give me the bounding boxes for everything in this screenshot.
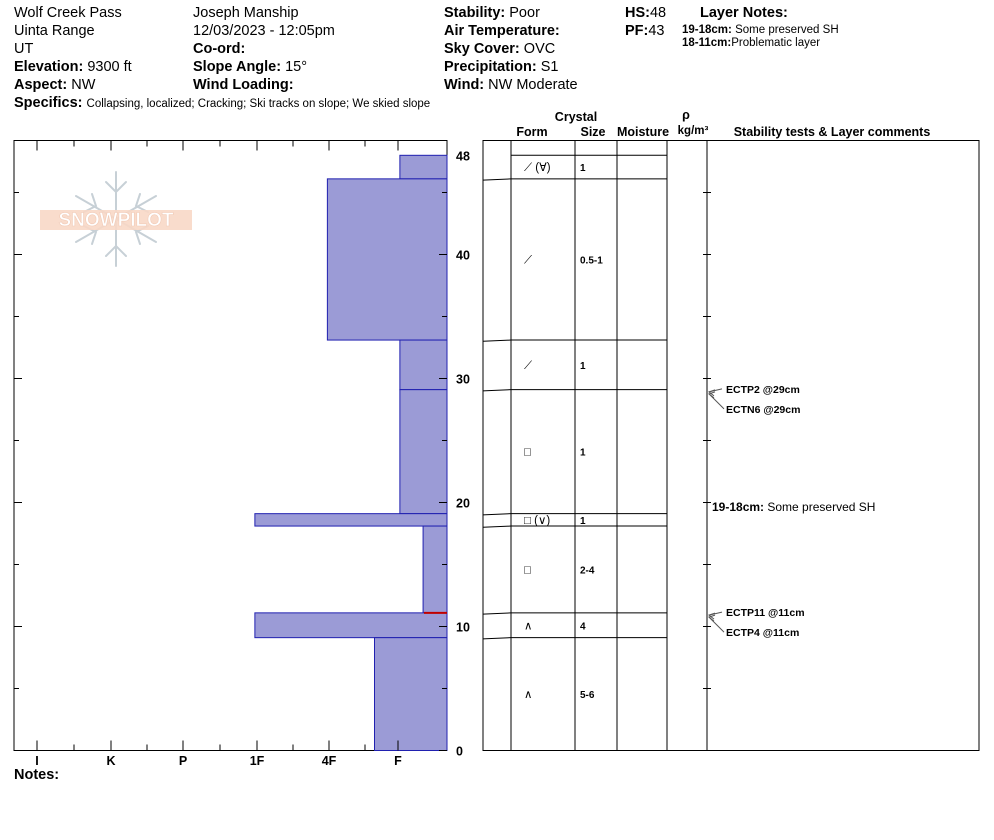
layer-form: □ [524, 564, 531, 577]
layer-size: 4 [580, 621, 586, 633]
location: Wolf Creek Pass [14, 5, 122, 21]
sky-value: OVC [523, 41, 556, 57]
layer-comment-range: 19-18cm: [712, 499, 768, 514]
depth-connector [483, 514, 511, 515]
observer: Joseph Manship [193, 5, 299, 21]
layer-comment-text: Some preserved SH [767, 499, 876, 514]
stability-test-label: ECTN6 @29cm [726, 403, 801, 416]
hardness-bar [327, 179, 447, 340]
depth-tick-label: 0 [456, 744, 463, 759]
hardness-bar [400, 155, 447, 179]
aspect-label: Aspect: [14, 77, 68, 93]
layer-comment [712, 500, 875, 514]
layer-size: 1 [580, 163, 586, 175]
depth-tick-label: 20 [456, 496, 470, 511]
moisture-header: Moisture [616, 125, 670, 139]
depth-tick-label: 40 [456, 248, 470, 263]
layer-size: 5-6 [580, 690, 595, 702]
hardness-bar [423, 526, 447, 613]
state: UT [14, 41, 34, 57]
stability-value: Poor [509, 5, 540, 21]
hardness-bar [400, 340, 447, 390]
elevation-value: 9300 ft [87, 59, 132, 75]
hardness-bar [400, 390, 447, 514]
hardness-tick-label: 4F [321, 754, 337, 768]
layer-form: □ [524, 446, 531, 459]
slope-value: 15° [285, 59, 308, 75]
stability-test-label: ECTP2 @29cm [726, 383, 800, 396]
rho-header: ρ [682, 108, 690, 122]
depth-tick-label: 30 [456, 372, 470, 387]
depth-connector [483, 526, 511, 527]
stability-tests [709, 384, 875, 639]
wind-value: NW Moderate [488, 77, 578, 93]
layer-table-frame [483, 141, 979, 751]
layer-form: ⟋ [524, 254, 533, 267]
layer-size: 0.5-1 [580, 255, 603, 267]
aspect-value: NW [71, 77, 96, 93]
layer-form: ∧ [524, 689, 533, 702]
wind-loading-label: Wind Loading: [193, 77, 294, 93]
depth-connector [483, 613, 511, 614]
pf-label: PF: [625, 23, 649, 39]
layer-size: 2-4 [580, 565, 595, 577]
layer-form: ∧ [524, 620, 533, 633]
table-column-lines [511, 141, 707, 751]
layer-size: 1 [580, 447, 586, 459]
hardness-bar [255, 514, 447, 526]
depth-tick-label: 48 [456, 149, 470, 164]
sky-label: Sky Cover: [444, 41, 520, 57]
hardness-bars [255, 155, 447, 750]
hardness-tick-label: I [35, 754, 39, 768]
precip-value: S1 [540, 59, 559, 75]
crystal-header: Crystal [554, 110, 598, 124]
depth-connector [483, 390, 511, 391]
depth-tick-label: 10 [456, 620, 470, 635]
layer-form: ⟋ (∀) [524, 162, 551, 175]
comments-header: Stability tests & Layer comments [733, 125, 931, 139]
hardness-tick-label: K [106, 754, 116, 768]
layer-size: 1 [580, 360, 586, 372]
depth-connector [483, 638, 511, 639]
layer-note-range: 19-18cm: [682, 24, 732, 36]
datetime: 12/03/2023 - 12:05pm [193, 23, 335, 39]
hardness-bar [255, 613, 447, 638]
snowpilot-logo [40, 172, 192, 266]
layer-form: □ (∨) [524, 514, 551, 527]
depth-connector [483, 179, 511, 180]
layer-note-range: 18-11cm: [682, 37, 732, 49]
column-headers [516, 108, 930, 139]
layer-note-text: Problematic layer [731, 37, 821, 49]
stability-label: Stability: [444, 5, 506, 21]
precip-label: Precipitation: [444, 59, 537, 75]
specifics-value: Collapsing, localized; Cracking; Ski tracks on slope; We skied slope [86, 98, 431, 110]
hardness-tick-label: F [394, 754, 402, 768]
stability-test-label: ECTP11 @11cm [726, 607, 805, 620]
specifics-label: Specifics: [14, 95, 83, 111]
range: Uinta Range [14, 23, 95, 39]
coord-label: Co-ord: [193, 41, 246, 57]
layer-note-text: Some preserved SH [735, 24, 839, 36]
pf-value: 43 [648, 23, 665, 39]
slope-label: Slope Angle: [193, 59, 282, 75]
notes-label: Notes: [14, 767, 60, 783]
form-header: Form [516, 125, 548, 139]
density-header: kg/m³ [677, 125, 709, 137]
elevation-label: Elevation: [14, 59, 84, 75]
hardness-bar [375, 638, 448, 751]
hardness-tick-label: 1F [249, 754, 265, 768]
stability-test-label: ECTP4 @11cm [726, 627, 800, 640]
layer-notes-heading: Layer Notes: [700, 5, 788, 21]
layer-size: 1 [580, 515, 586, 527]
hardness-tick-label: P [178, 754, 188, 768]
air-temp-label: Air Temperature: [444, 23, 560, 39]
layer-form: ⟋ [524, 359, 533, 372]
size-header: Size [580, 125, 606, 139]
logo-text: SNOWPILOT [58, 210, 174, 231]
depth-connector [483, 340, 511, 341]
wind-label: Wind: [444, 77, 485, 93]
hs-label: HS: [625, 5, 650, 21]
hs-value: 48 [649, 5, 667, 21]
